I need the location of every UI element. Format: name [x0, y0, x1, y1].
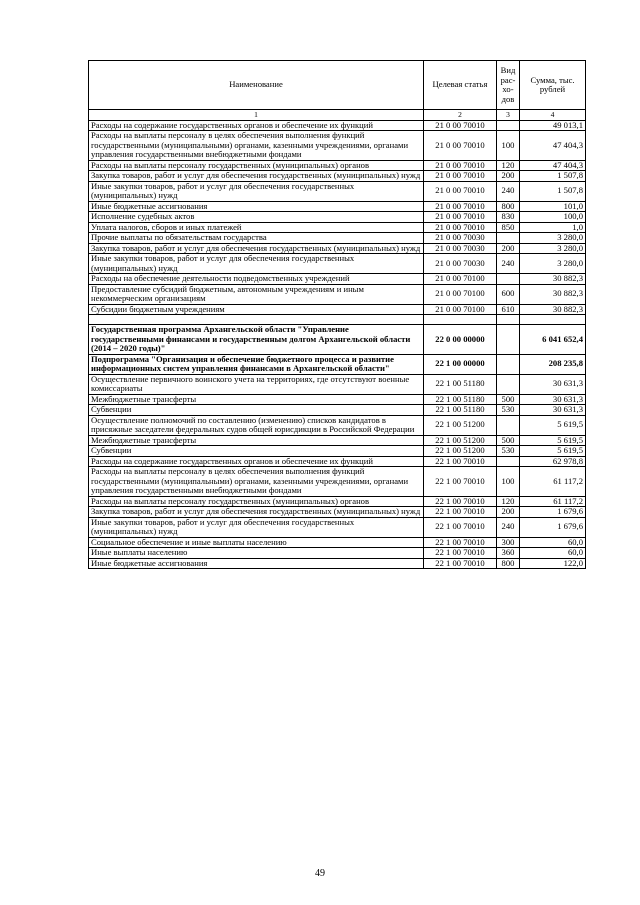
cell-code: 22 1 00 70010	[424, 507, 497, 518]
cell-code: 22 1 00 51200	[424, 446, 497, 457]
cell-name: Расходы на выплаты персоналу в целях обеспечения выполнения функций государственными (муниципальными) органами, казенными учреждениями, органами управления государственными внебюджетными фондами	[89, 131, 424, 161]
header-code: Целевая статья	[424, 61, 497, 110]
cell-type: 830	[497, 212, 520, 223]
cell-type: 500	[497, 435, 520, 446]
cell-type: 500	[497, 394, 520, 405]
table-row	[89, 394, 586, 405]
table-row	[89, 201, 586, 212]
cell-name: Субвенции	[89, 405, 424, 416]
cell-sum: 3 280,0	[520, 233, 586, 244]
cell-type: 600	[497, 284, 520, 304]
table-row	[89, 160, 586, 171]
cell-type	[497, 233, 520, 244]
table-row	[89, 131, 586, 161]
cell-type: 200	[497, 243, 520, 254]
table-row	[89, 243, 586, 254]
table-row	[89, 507, 586, 518]
cell-code: 22 1 00 70010	[424, 467, 497, 497]
cell-code: 22 1 00 70010	[424, 456, 497, 467]
cell-code: 22 1 00 51200	[424, 415, 497, 435]
table-row	[89, 446, 586, 457]
cell-type: 850	[497, 222, 520, 233]
cell-type	[497, 274, 520, 285]
cell-code: 21 0 00 70100	[424, 284, 497, 304]
page-number: 49	[315, 868, 325, 879]
cell-sum: 30 631,3	[520, 394, 586, 405]
table-row	[89, 212, 586, 223]
cell-name: Расходы на содержание государственных органов и обеспечение их функций	[89, 456, 424, 467]
cell-type: 240	[497, 181, 520, 201]
cell-name: Субвенции	[89, 446, 424, 457]
cell-code: 22 1 00 70010	[424, 548, 497, 559]
cell-code: 22 0 00 00000	[424, 325, 497, 355]
cell-type: 240	[497, 254, 520, 274]
cell-name: Иные бюджетные ассигнования	[89, 558, 424, 569]
cell-type: 360	[497, 548, 520, 559]
table-row	[89, 304, 586, 315]
cell-name: Расходы на обеспечение деятельности подведомственных учреждений	[89, 274, 424, 285]
cell-name: Межбюджетные трансферты	[89, 435, 424, 446]
header-type: Вид рас- хо- дов	[497, 61, 520, 110]
cell-name: Осуществление полномочий по составлению (изменению) списков кандидатов в присяжные заседатели федеральных судов общей юрисдикции в Российской Федерации	[89, 415, 424, 435]
cell-sum	[520, 315, 586, 325]
table-row	[89, 467, 586, 497]
cell-code: 22 1 00 70010	[424, 496, 497, 507]
cell-sum: 5 619,5	[520, 415, 586, 435]
cell-name: Иные выплаты населению	[89, 548, 424, 559]
cell-type: 530	[497, 446, 520, 457]
cell-sum: 1 679,6	[520, 517, 586, 537]
cell-sum: 5 619,5	[520, 435, 586, 446]
table-row	[89, 548, 586, 559]
cell-name: Расходы на выплаты персоналу государственных (муниципальных) органов	[89, 496, 424, 507]
cell-name: Расходы на выплаты персоналу в целях обеспечения выполнения функций государственными (муниципальными) органами, казенными учреждениями, органами управления государственными внебюджетными фондами	[89, 467, 424, 497]
cell-sum: 208 235,8	[520, 354, 586, 374]
cell-sum: 1 507,8	[520, 171, 586, 182]
cell-sum: 5 619,5	[520, 446, 586, 457]
table-row	[89, 233, 586, 244]
table-row	[89, 181, 586, 201]
cell-code: 22 1 00 51180	[424, 374, 497, 394]
budget-table	[88, 60, 586, 569]
cell-name: Подпрограмма "Организация и обеспечение бюджетного процесса и развитие информационных систем управления финансами в Архангельской области"	[89, 354, 424, 374]
column-number-row	[89, 110, 586, 121]
cell-sum: 30 882,3	[520, 274, 586, 285]
cell-name: Государственная программа Архангельской области "Управление государственными финансами и государственным долгом Архангельской области (2014 – 2020 годы)"	[89, 325, 424, 355]
cell-type	[497, 354, 520, 374]
table-row	[89, 415, 586, 435]
cell-type: 610	[497, 304, 520, 315]
table-row	[89, 284, 586, 304]
cell-sum: 30 631,3	[520, 374, 586, 394]
cell-code: 21 0 00 70010	[424, 131, 497, 161]
table-row	[89, 171, 586, 182]
cell-type: 200	[497, 171, 520, 182]
table-body	[89, 120, 586, 569]
cell-name: Расходы на выплаты персоналу государственных (муниципальных) органов	[89, 160, 424, 171]
cell-sum: 1 507,8	[520, 181, 586, 201]
cell-code: 21 0 00 70010	[424, 171, 497, 182]
cell-name	[89, 315, 424, 325]
cell-code: 21 0 00 70010	[424, 201, 497, 212]
cell-name: Прочие выплаты по обязательствам государства	[89, 233, 424, 244]
cell-type	[497, 456, 520, 467]
cell-sum: 1,0	[520, 222, 586, 233]
cell-name: Иные бюджетные ассигнования	[89, 201, 424, 212]
header-sum: Сумма, тыс. рублей	[520, 61, 586, 110]
cell-sum: 6 041 652,4	[520, 325, 586, 355]
cell-name: Закупка товаров, работ и услуг для обеспечения государственных (муниципальных) нужд	[89, 171, 424, 182]
cell-type	[497, 415, 520, 435]
cell-sum: 1 679,6	[520, 507, 586, 518]
cell-name: Предоставление субсидий бюджетным, автономным учреждениям и иным некоммерческим организациям	[89, 284, 424, 304]
cell-name: Закупка товаров, работ и услуг для обеспечения государственных (муниципальных) нужд	[89, 507, 424, 518]
column-number: 4	[520, 110, 586, 121]
cell-code: 21 0 00 70100	[424, 274, 497, 285]
cell-name: Закупка товаров, работ и услуг для обеспечения государственных (муниципальных) нужд	[89, 243, 424, 254]
table-row	[89, 120, 586, 131]
cell-type: 100	[497, 467, 520, 497]
cell-sum: 30 882,3	[520, 284, 586, 304]
cell-code: 21 0 00 70030	[424, 243, 497, 254]
cell-name: Социальное обеспечение и иные выплаты населению	[89, 537, 424, 548]
table-row	[89, 274, 586, 285]
cell-sum: 30 631,3	[520, 405, 586, 416]
column-number: 2	[424, 110, 497, 121]
cell-sum: 60,0	[520, 548, 586, 559]
cell-type	[497, 374, 520, 394]
cell-name: Расходы на содержание государственных органов и обеспечение их функций	[89, 120, 424, 131]
cell-code: 21 0 00 70030	[424, 254, 497, 274]
table-header-row	[89, 61, 586, 110]
cell-type: 240	[497, 517, 520, 537]
cell-code: 22 1 00 70010	[424, 558, 497, 569]
cell-type: 530	[497, 405, 520, 416]
cell-sum: 62 978,8	[520, 456, 586, 467]
table-row	[89, 435, 586, 446]
cell-type: 120	[497, 496, 520, 507]
cell-code: 21 0 00 70010	[424, 160, 497, 171]
cell-code: 22 1 00 51200	[424, 435, 497, 446]
table-row	[89, 405, 586, 416]
cell-code: 21 0 00 70010	[424, 222, 497, 233]
cell-type: 800	[497, 558, 520, 569]
cell-name: Иные закупки товаров, работ и услуг для обеспечения государственных (муниципальных) нужд	[89, 181, 424, 201]
table-row	[89, 222, 586, 233]
cell-type	[497, 325, 520, 355]
cell-sum: 49 013,1	[520, 120, 586, 131]
cell-name: Исполнение судебных актов	[89, 212, 424, 223]
table-row	[89, 496, 586, 507]
header-name: Наименование	[89, 61, 424, 110]
table-row	[89, 456, 586, 467]
cell-sum: 60,0	[520, 537, 586, 548]
cell-sum: 122,0	[520, 558, 586, 569]
cell-code: 21 0 00 70100	[424, 304, 497, 315]
cell-sum: 100,0	[520, 212, 586, 223]
cell-name: Межбюджетные трансферты	[89, 394, 424, 405]
cell-type	[497, 120, 520, 131]
cell-name: Субсидии бюджетным учреждениям	[89, 304, 424, 315]
cell-sum: 3 280,0	[520, 243, 586, 254]
table-row	[89, 558, 586, 569]
cell-code: 22 1 00 00000	[424, 354, 497, 374]
cell-type: 100	[497, 131, 520, 161]
cell-sum: 30 882,3	[520, 304, 586, 315]
cell-code: 22 1 00 70010	[424, 517, 497, 537]
cell-type: 800	[497, 201, 520, 212]
table-row	[89, 537, 586, 548]
cell-sum: 61 117,2	[520, 467, 586, 497]
table-row	[89, 325, 586, 355]
column-number: 1	[89, 110, 424, 121]
table-row	[89, 374, 586, 394]
cell-type	[497, 315, 520, 325]
cell-type: 200	[497, 507, 520, 518]
cell-name: Уплата налогов, сборов и иных платежей	[89, 222, 424, 233]
cell-name: Иные закупки товаров, работ и услуг для обеспечения государственных (муниципальных) нужд	[89, 254, 424, 274]
column-number: 3	[497, 110, 520, 121]
cell-code: 21 0 00 70030	[424, 233, 497, 244]
cell-name: Осуществление первичного воинского учета на территориях, где отсутствуют военные комиссариаты	[89, 374, 424, 394]
table-row	[89, 517, 586, 537]
cell-code: 22 1 00 51180	[424, 405, 497, 416]
cell-code: 22 1 00 51180	[424, 394, 497, 405]
cell-sum: 101,0	[520, 201, 586, 212]
cell-code: 22 1 00 70010	[424, 537, 497, 548]
cell-code: 21 0 00 70010	[424, 181, 497, 201]
cell-code	[424, 315, 497, 325]
cell-sum: 3 280,0	[520, 254, 586, 274]
cell-sum: 61 117,2	[520, 496, 586, 507]
cell-sum: 47 404,3	[520, 160, 586, 171]
cell-sum: 47 404,3	[520, 131, 586, 161]
table-row	[89, 254, 586, 274]
table-row	[89, 354, 586, 374]
cell-code: 21 0 00 70010	[424, 212, 497, 223]
cell-code: 21 0 00 70010	[424, 120, 497, 131]
table-row	[89, 315, 586, 325]
cell-type: 300	[497, 537, 520, 548]
cell-type: 120	[497, 160, 520, 171]
cell-name: Иные закупки товаров, работ и услуг для обеспечения государственных (муниципальных) нужд	[89, 517, 424, 537]
